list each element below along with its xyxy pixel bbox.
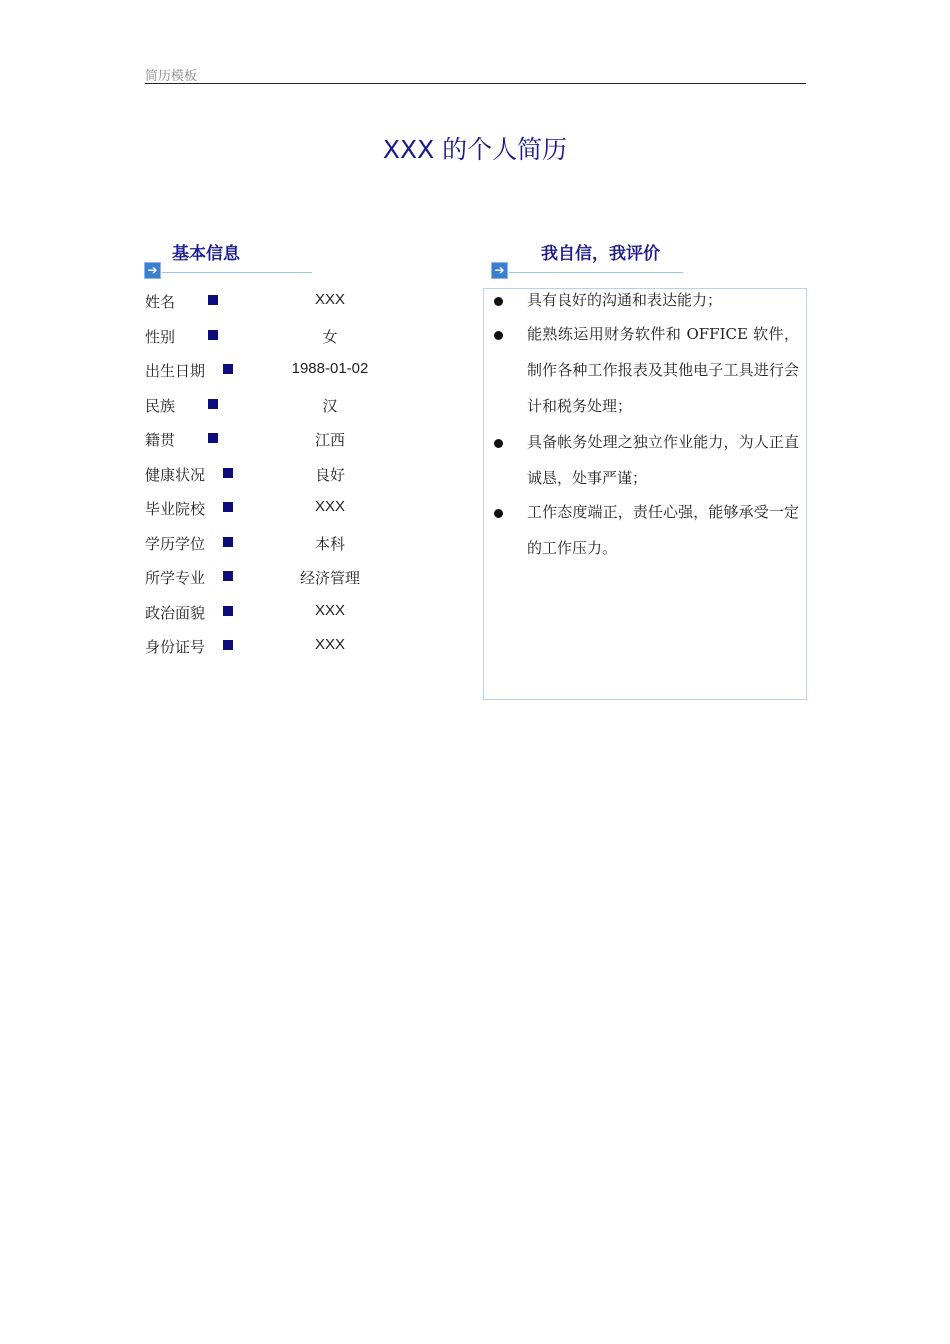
bullet-icon — [494, 331, 503, 340]
info-value: 良好 — [314, 465, 345, 484]
self-evaluation-box — [483, 288, 807, 700]
info-row — [145, 395, 425, 429]
square-icon — [208, 330, 218, 340]
info-value: 本科 — [314, 534, 345, 553]
info-label: 政治面貌 — [145, 603, 206, 622]
info-value: 汉 — [322, 396, 338, 415]
self-evaluation-heading: 我自信，我评价 — [541, 244, 660, 264]
info-value: 经济管理 — [299, 569, 360, 587]
arrow-right-icon: ➔ — [491, 262, 508, 279]
info-row — [145, 429, 425, 463]
bullet-icon — [494, 439, 503, 448]
square-icon — [223, 640, 233, 650]
info-value: XXX — [314, 291, 345, 308]
bullet-icon — [494, 297, 503, 306]
bullet-icon — [494, 509, 503, 518]
info-label: 民族 — [145, 396, 176, 415]
basic-info-heading: 基本信息 — [172, 244, 240, 264]
info-value: 1988-01-02 — [291, 360, 369, 377]
info-row — [145, 602, 425, 636]
square-icon — [223, 537, 233, 547]
info-row — [145, 567, 425, 601]
header-divider — [145, 83, 806, 84]
info-label: 姓名 — [145, 293, 176, 311]
arrow-right-icon: ➔ — [144, 262, 161, 279]
info-label: 籍贯 — [145, 431, 176, 449]
evaluation-item: 具有良好的沟通和表达能力； — [527, 291, 723, 309]
square-icon — [208, 433, 218, 443]
info-label: 性别 — [145, 327, 176, 346]
info-label: 毕业院校 — [145, 500, 206, 518]
info-row — [145, 636, 425, 670]
info-row — [145, 360, 425, 394]
info-label: 学历学位 — [145, 534, 206, 553]
basic-info-divider — [162, 272, 312, 273]
info-value: XXX — [314, 601, 345, 619]
info-row — [145, 326, 425, 360]
square-icon — [223, 468, 233, 478]
info-label: 健康状况 — [145, 465, 206, 484]
self-evaluation-divider — [509, 272, 683, 273]
info-value: XXX — [314, 636, 345, 653]
info-row — [145, 464, 425, 498]
square-icon — [208, 295, 218, 305]
info-value: 江西 — [314, 431, 345, 449]
info-value: XXX — [314, 498, 345, 515]
info-label: 出生日期 — [145, 362, 206, 380]
header-label: 简历模板 — [145, 69, 198, 84]
info-value: 女 — [322, 327, 338, 346]
square-icon — [223, 571, 233, 581]
document-title: XXX 的个人简历 — [382, 135, 568, 164]
evaluation-item: 能熟练运用财务软件和 OFFICE 软件，制作各种工作报表及其他电子工具进行会计和税务处理； — [527, 325, 799, 415]
info-row — [145, 291, 425, 325]
square-icon — [208, 399, 218, 409]
square-icon — [223, 502, 233, 512]
evaluation-item: 工作态度端正，责任心强，能够承受一定的工作压力。 — [527, 503, 799, 557]
info-row — [145, 498, 425, 532]
square-icon — [223, 364, 233, 374]
evaluation-item: 具备帐务处理之独立作业能力，为人正直诚恳，处事严谨； — [527, 433, 799, 487]
info-row — [145, 533, 425, 567]
info-label: 身份证号 — [145, 638, 206, 656]
info-label: 所学专业 — [145, 569, 206, 587]
square-icon — [223, 606, 233, 616]
